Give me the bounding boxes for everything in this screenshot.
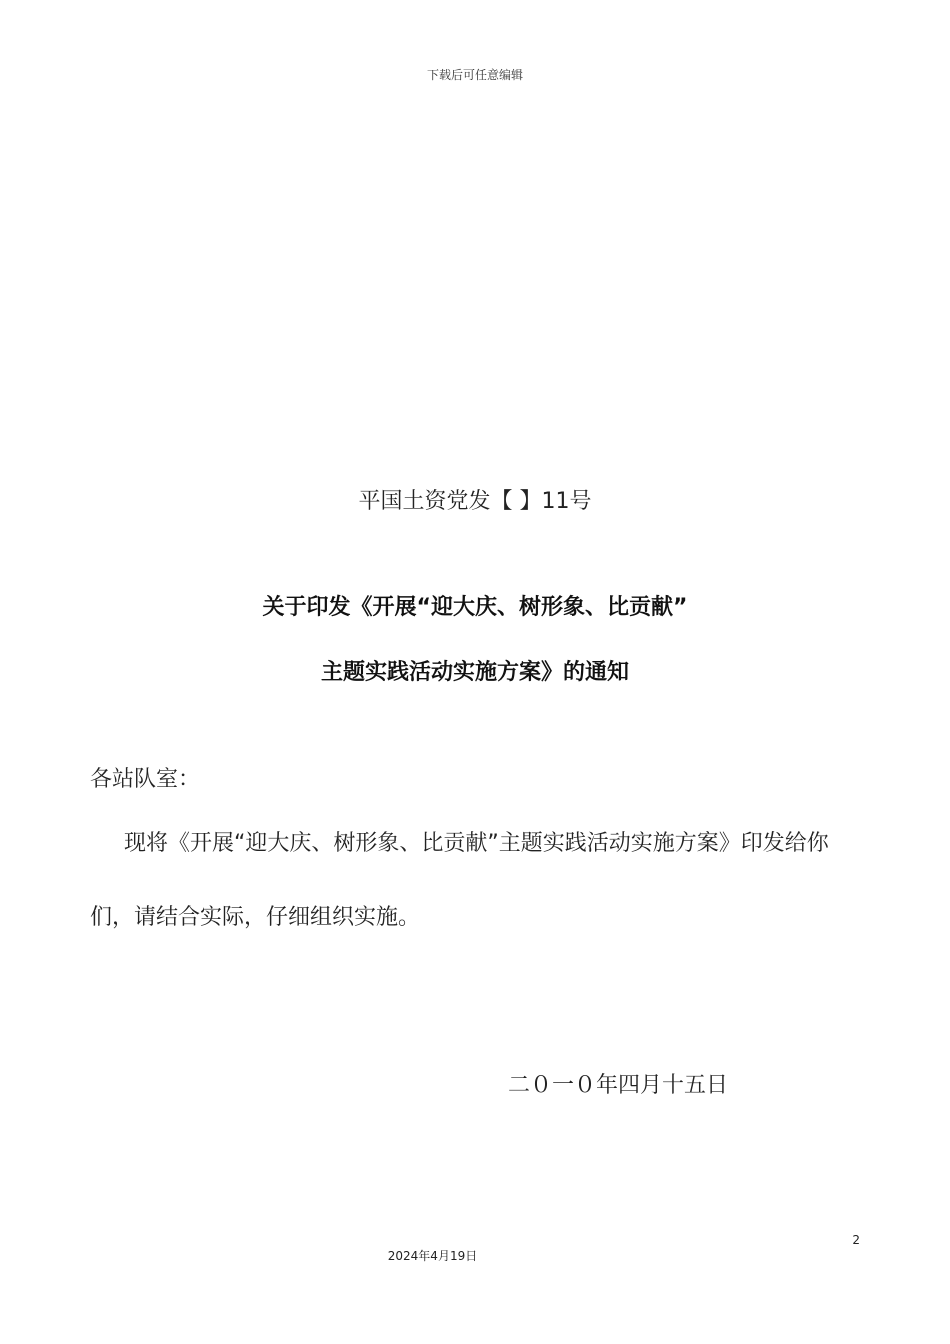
body-paragraph-line-1: 现将《开展“迎大庆、树形象、比贡献”主题实践活动实施方案》印发给你 xyxy=(124,831,829,856)
document-title-line-2: 主题实践活动实施方案》的通知 xyxy=(320,660,629,685)
footer-date: 2024年4月19日 xyxy=(387,1249,478,1263)
signed-date: 二０一０年四月十五日 xyxy=(508,1073,729,1098)
page-number: 2 xyxy=(852,1233,860,1247)
page-header-note: 下载后可任意编辑 xyxy=(426,68,523,82)
body-paragraph-line-2: 们，请结合实际，仔细组织实施。 xyxy=(90,905,421,930)
document-number: 平国土资党发【 】11号 xyxy=(358,489,592,514)
salutation: 各站队室： xyxy=(90,767,201,792)
document-title-line-1: 关于印发《开展“迎大庆、树形象、比贡献” xyxy=(262,595,688,620)
